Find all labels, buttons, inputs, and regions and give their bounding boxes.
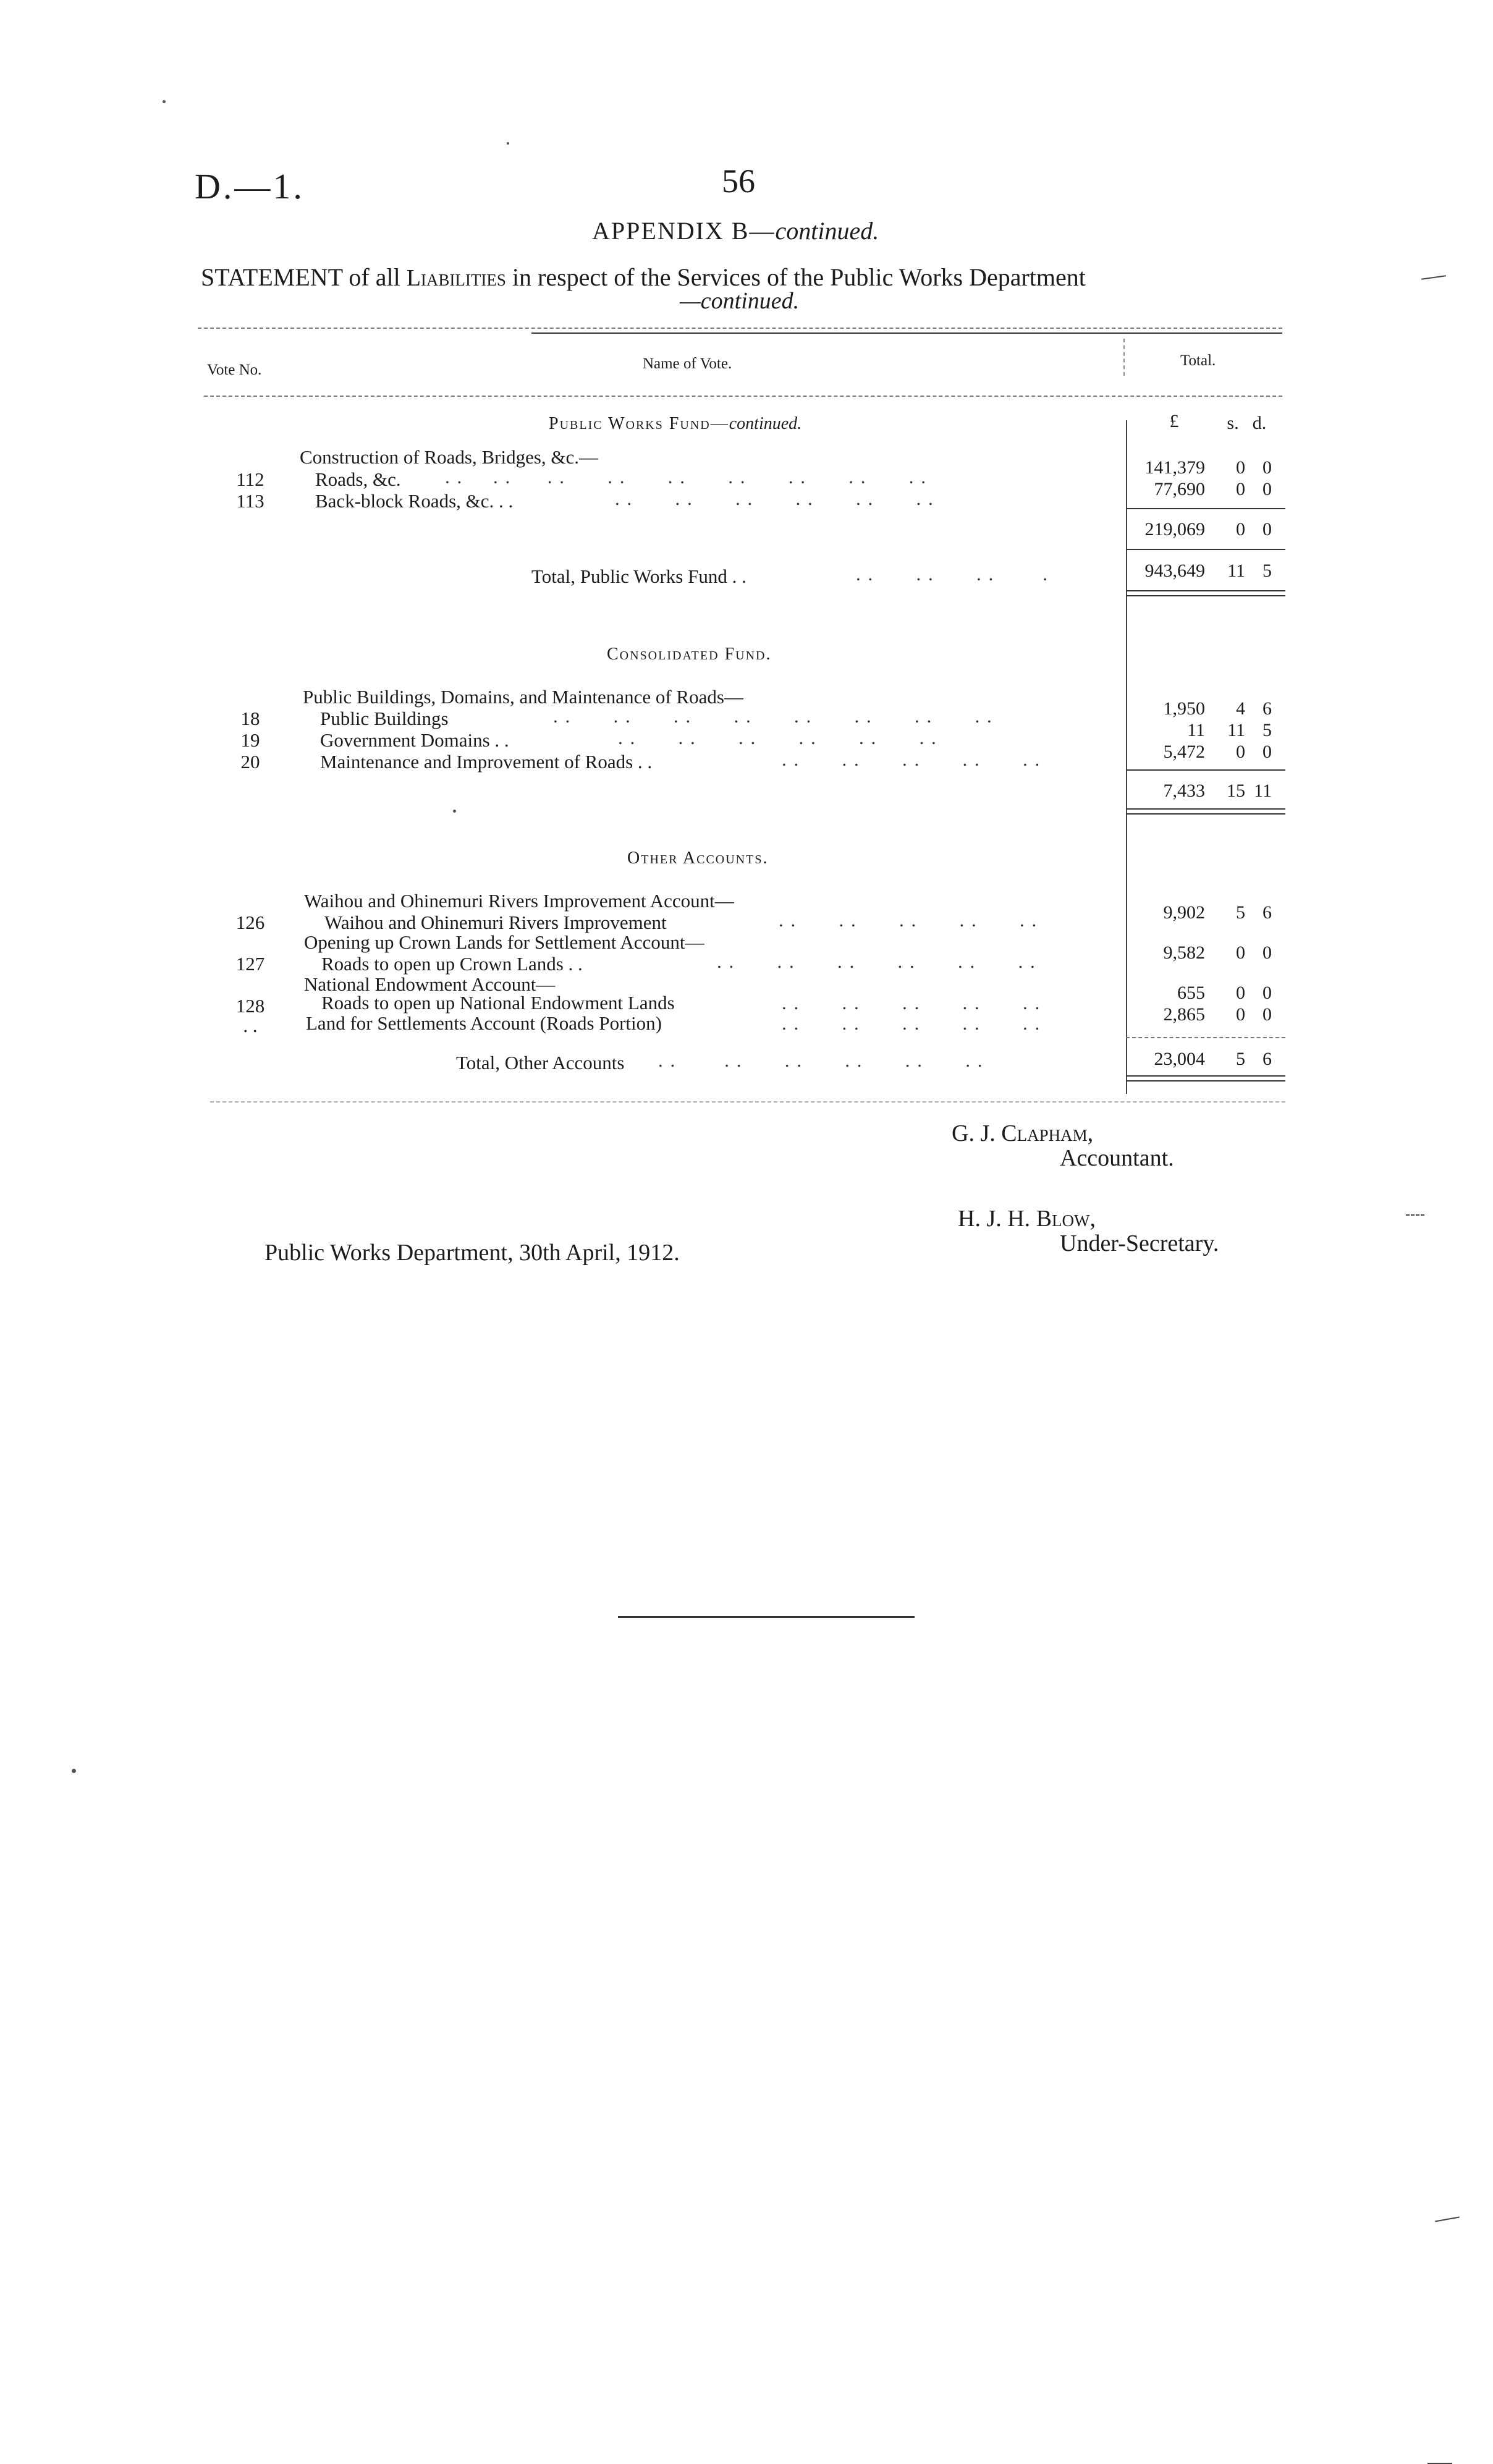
column-total: Total. (1180, 352, 1216, 369)
column-name-of-vote: Name of Vote. (643, 355, 732, 372)
signature-title: Accountant. (1060, 1145, 1174, 1171)
vote-name: Public Buildings (320, 708, 449, 729)
appendix-continued: continued. (775, 217, 879, 245)
amount-pence: 0 (1262, 942, 1272, 963)
vote-number: 128 (235, 995, 265, 1017)
vote-number: 19 (240, 729, 260, 751)
leader-dots: . . . . . . . . . . . . . . . . . . (445, 466, 927, 488)
scan-speck (507, 142, 509, 145)
scan-mark (1421, 275, 1446, 280)
amount-shillings: 0 (1236, 457, 1245, 478)
statement-continued: —continued. (680, 288, 800, 314)
appendix-label: APPENDIX B— (592, 217, 776, 245)
amount-pounds: 77,690 (1154, 479, 1205, 499)
appendix-title (592, 216, 879, 245)
vote-number: 18 (240, 708, 260, 729)
amount-shillings: 4 (1236, 698, 1245, 719)
account-heading: National Endowment Account— (304, 973, 556, 995)
signature-name (952, 1120, 1093, 1147)
consolidated-double-rule-1 (1126, 808, 1285, 810)
amount-shillings: 0 (1236, 1004, 1245, 1025)
subtotal-shillings: 0 (1236, 519, 1245, 540)
amount-pounds: 9,582 (1163, 942, 1205, 963)
section-heading-continued: continued. (729, 414, 802, 433)
amount-shillings: 0 (1236, 983, 1245, 1003)
amount-pence: 5 (1262, 720, 1272, 740)
amount-shillings: 0 (1236, 479, 1245, 499)
place-date: Public Works Department, 30th April, 1912. (264, 1240, 680, 1266)
other-double-rule-2 (1126, 1080, 1285, 1082)
total-pounds: 7,433 (1163, 781, 1205, 801)
leader-dots: . . . . . . . . . . (782, 748, 1041, 770)
vote-name: Roads, &c. (315, 468, 401, 490)
section-heading-label: Public Works Fund— (549, 414, 729, 433)
vote-number: 113 (236, 490, 264, 512)
vote-number: . . (243, 1015, 258, 1036)
group-label-public-buildings: Public Buildings, Domains, and Maintenance of Roads— (303, 686, 743, 708)
amount-pence: 0 (1262, 479, 1272, 499)
scan-speck (72, 1769, 76, 1773)
total-pounds: 943,649 (1144, 561, 1205, 581)
amount-pounds: 11 (1187, 720, 1205, 740)
other-double-rule-1 (1126, 1075, 1285, 1077)
total-shillings: 11 (1227, 561, 1245, 581)
amount-pence: 0 (1262, 742, 1272, 762)
amount-pounds: 9,902 (1163, 902, 1205, 923)
vote-name: Land for Settlements Account (Roads Portion) (306, 1012, 662, 1034)
column-vote-no: Vote No. (207, 362, 262, 378)
subtotal-pence: 0 (1262, 519, 1272, 540)
leader-dots: . . . . . . . . . . (779, 909, 1038, 931)
account-heading: Waihou and Ohinemuri Rivers Improvement Account— (304, 890, 734, 912)
scan-mark (1435, 2217, 1460, 2222)
total-pence: 5 (1262, 561, 1272, 581)
table-top-rule-solid (531, 332, 1282, 334)
scan-speck (163, 100, 166, 103)
signature-title: Under-Secretary. (1060, 1230, 1219, 1256)
total-shillings: 5 (1236, 1049, 1245, 1069)
signatory-name: H. J. H. Blow, (958, 1206, 1096, 1232)
consolidated-total-rule (1126, 769, 1285, 771)
total-pence: 11 (1254, 781, 1272, 801)
statement-prefix: STATEMENT of all (201, 263, 400, 291)
consolidated-double-rule-2 (1126, 813, 1285, 815)
amount-pence: 6 (1262, 902, 1272, 923)
group-label-construction: Construction of Roads, Bridges, &c.— (300, 446, 599, 468)
vote-number: 20 (240, 751, 260, 773)
amount-pounds: 1,950 (1163, 698, 1205, 719)
total-other-accounts-label: Total, Other Accounts (456, 1052, 625, 1073)
subtotal-rule (1126, 508, 1285, 509)
leader-dots: . . . . . . . . . . (782, 992, 1041, 1014)
section-public-works-fund (549, 414, 801, 434)
total-column-divider (1123, 339, 1125, 376)
amount-pence: 0 (1262, 983, 1272, 1003)
subtotal-pounds: 219,069 (1144, 519, 1205, 540)
document-reference: D.—1. (195, 166, 305, 206)
vote-name: Back-block Roads, &c. . . (315, 490, 514, 512)
vote-number: 127 (235, 953, 265, 975)
vote-number: 112 (236, 468, 264, 490)
leader-dots: . . . . . . . . . . . . (618, 727, 937, 748)
scan-mark (1406, 1214, 1424, 1216)
statement-suffix: in respect of the Services of the Public Works Department (512, 263, 1086, 291)
scan-speck (453, 810, 456, 813)
header-bottom-rule (204, 396, 1282, 397)
account-heading: Opening up Crown Lands for Settlement Account— (304, 931, 704, 953)
leader-dots: . . . . . . . . . . . . . . . . (553, 705, 993, 727)
total-pounds: 23,004 (1154, 1049, 1205, 1069)
signatory-name: G. J. Clapham, (952, 1120, 1094, 1146)
leader-dots: . . . . . . . . . . . . (717, 950, 1036, 972)
vote-name: Waihou and Ohinemuri Rivers Improvement (324, 912, 667, 933)
amount-pence: 6 (1262, 698, 1272, 719)
leader-dots: . . . . . . . (856, 563, 1049, 585)
total-public-works-label: Total, Public Works Fund . . (531, 565, 746, 587)
vote-name: Roads to open up Crown Lands . . (321, 953, 583, 975)
section-other-accounts: Other Accounts. (627, 849, 769, 868)
page-number: 56 (722, 163, 755, 200)
amount-shillings: 5 (1236, 902, 1245, 923)
leader-dots: . . . . . . . . . . (782, 1012, 1041, 1034)
amount-shillings: 0 (1236, 942, 1245, 963)
subtotal-bottom-rule (1126, 549, 1285, 550)
closing-rule (618, 1616, 915, 1618)
statement-liabilities: Liabilities (406, 265, 506, 291)
amount-pounds: 2,865 (1163, 1004, 1205, 1025)
vote-number: 126 (235, 912, 265, 933)
vote-name: Government Domains . . (320, 729, 509, 751)
total-double-rule-2 (1126, 595, 1285, 596)
amount-pence: 0 (1262, 457, 1272, 478)
amount-pence: 0 (1262, 1004, 1272, 1025)
amount-pounds: 655 (1177, 983, 1205, 1003)
total-double-rule-1 (1126, 590, 1285, 591)
vote-name: Maintenance and Improvement of Roads . . (320, 751, 653, 773)
pounds-header: £ (1169, 411, 1179, 431)
vote-name: Roads to open up National Endowment Lands (321, 992, 675, 1014)
amount-shillings: 11 (1227, 720, 1245, 740)
signature-name (958, 1205, 1096, 1232)
amount-pounds: 141,379 (1144, 457, 1205, 478)
shillings-header: s. (1227, 413, 1239, 433)
pence-header: d. (1252, 413, 1267, 433)
amount-pounds: 5,472 (1163, 742, 1205, 762)
table-bottom-rule (210, 1101, 1285, 1103)
leader-dots: . . . . . . . . . . . . (615, 488, 934, 509)
total-shillings: 15 (1227, 781, 1245, 801)
amount-shillings: 0 (1236, 742, 1245, 762)
table-top-rule (198, 328, 1282, 329)
leader-dots: . . . . . . . . . . . . (658, 1049, 984, 1071)
total-pence: 6 (1262, 1049, 1272, 1069)
other-total-rule (1126, 1037, 1285, 1038)
section-consolidated-fund: Consolidated Fund. (607, 645, 772, 664)
